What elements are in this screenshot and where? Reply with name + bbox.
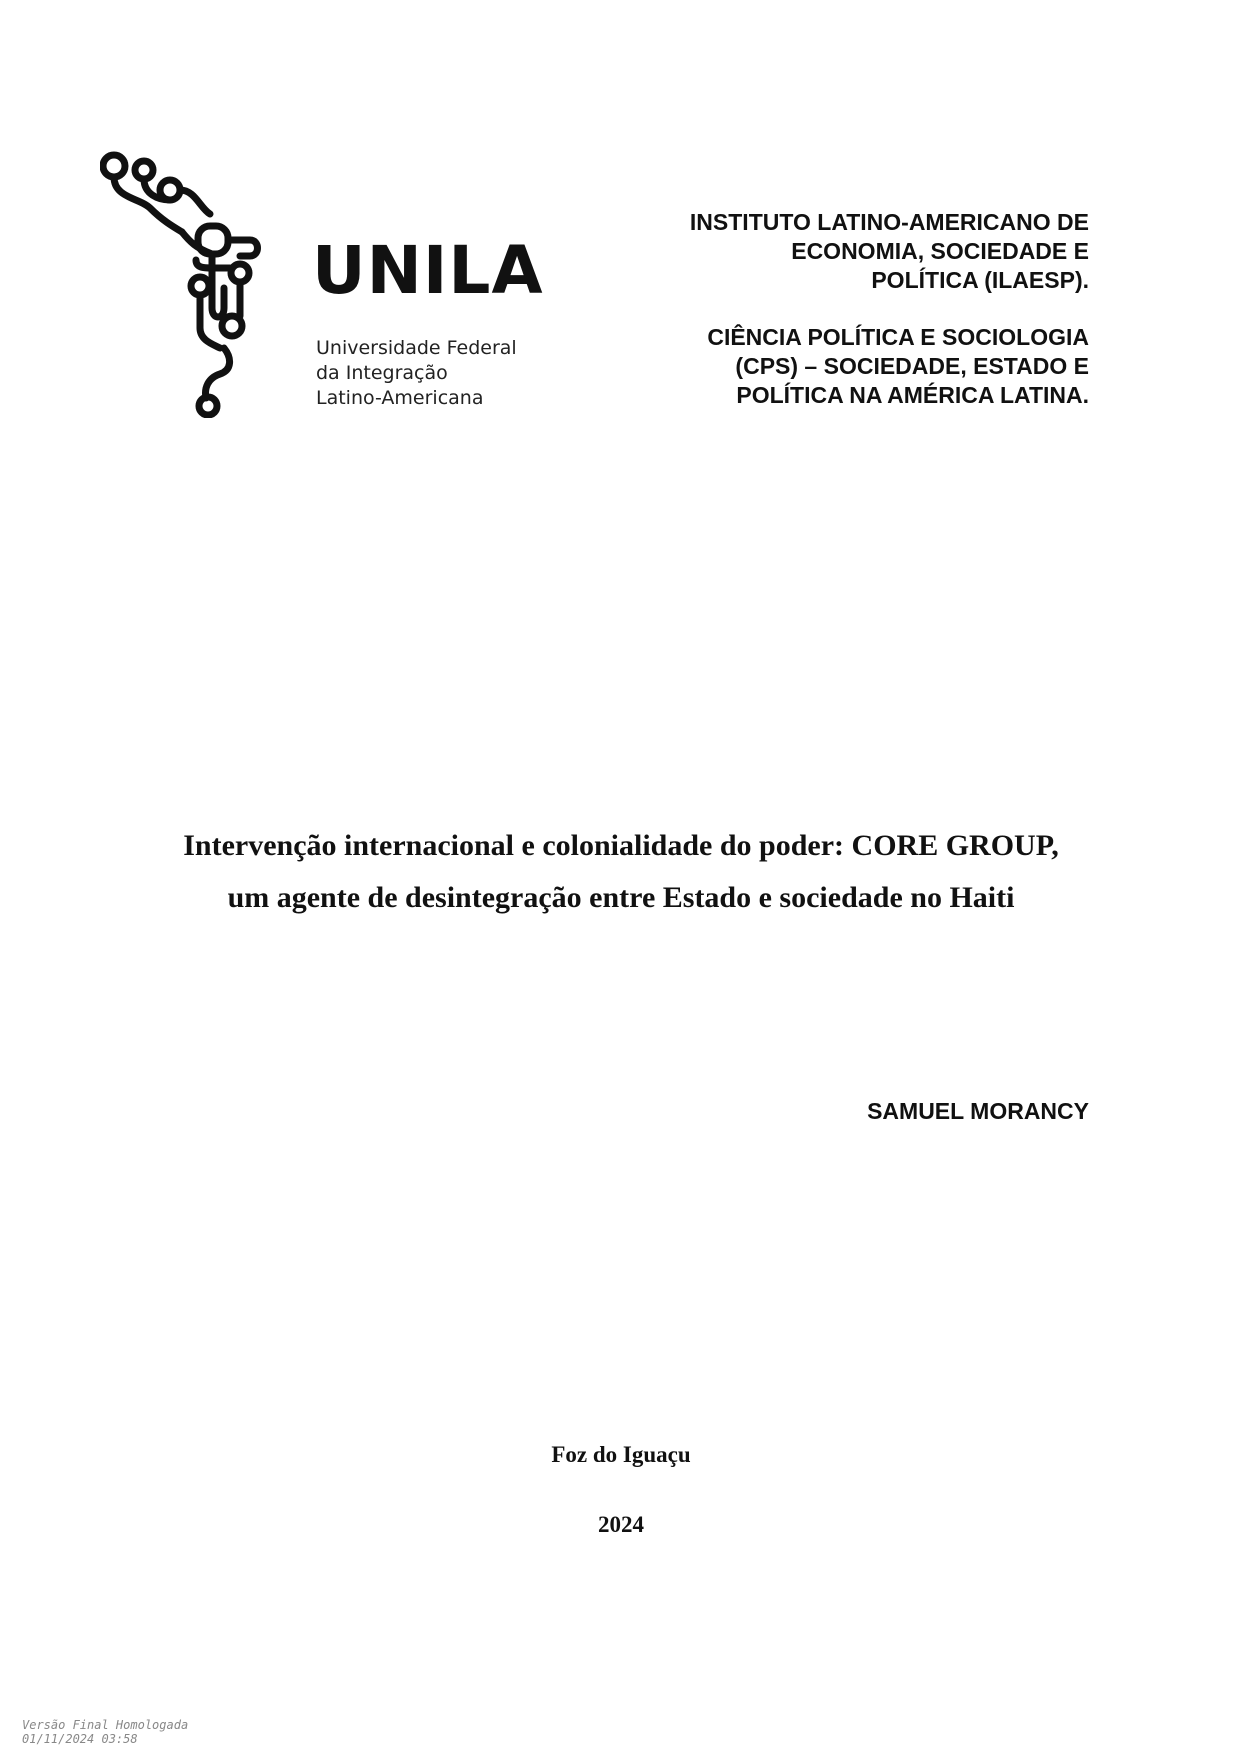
watermark-line: 01/11/2024 03:58	[22, 1732, 138, 1746]
unila-logo-icon	[100, 148, 315, 418]
unila-logo	[100, 148, 544, 418]
course-line: (CPS) – SOCIEDADE, ESTADO E	[735, 353, 1089, 379]
institute-line: POLÍTICA (ILAESP).	[871, 267, 1089, 293]
logo-wordmark: UNILA	[312, 232, 544, 309]
institute-line: INSTITUTO LATINO-AMERICANO DE	[689, 209, 1089, 235]
logo-subtitle	[316, 336, 517, 411]
document-title	[100, 820, 1142, 924]
course-line: POLÍTICA NA AMÉRICA LATINA.	[736, 382, 1089, 408]
institution-header	[569, 208, 1089, 410]
version-watermark	[22, 1718, 188, 1746]
course-line: CIÊNCIA POLÍTICA E SOCIOLOGIA	[707, 324, 1089, 350]
logo-subtitle-line: Latino-Americana	[316, 387, 484, 409]
institute-line: ECONOMIA, SOCIEDADE E	[791, 238, 1089, 264]
city: Foz do Iguaçu	[551, 1442, 691, 1467]
year: 2024	[598, 1512, 644, 1537]
author-name: SAMUEL MORANCY	[867, 1098, 1089, 1124]
title-line: Intervenção internacional e colonialidade do poder: CORE GROUP,	[183, 829, 1059, 862]
title-line: um agente de desintegração entre Estado e sociedade no Haiti	[227, 881, 1015, 914]
watermark-line: Versão Final Homologada	[22, 1718, 189, 1732]
logo-subtitle-line: da Integração	[316, 362, 448, 384]
logo-subtitle-line: Universidade Federal	[316, 337, 517, 359]
